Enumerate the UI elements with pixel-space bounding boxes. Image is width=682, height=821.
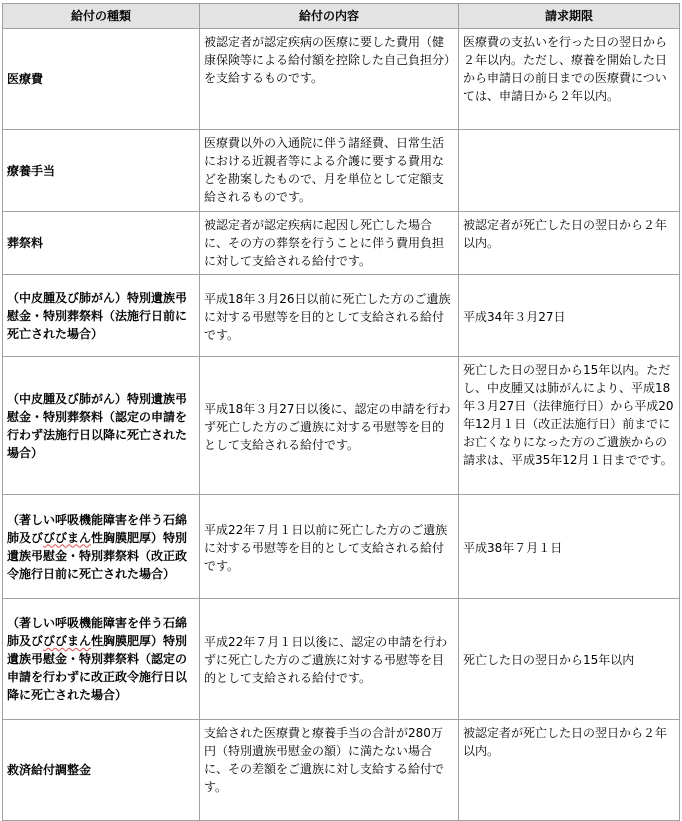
table-row — [3, 357, 680, 495]
table-row — [3, 212, 680, 275]
benefit-type-cell — [3, 599, 200, 720]
table-row — [3, 495, 680, 599]
table-row — [3, 275, 680, 357]
header-claim-deadline: 請求期限 — [459, 4, 680, 29]
benefit-content-cell: 被認定者が認定疾病の医療に要した費用（健康保険等による給付額を控除した自己負担分）を支給するものです。 — [200, 29, 459, 130]
benefit-content-cell: 平成22年７月１日以後に、認定の申請を行わずに死亡した方のご遺族に対する弔慰等を目的として支給される給付です。 — [200, 599, 459, 720]
type-text-part2: 性胸膜肥厚）特別遺族弔慰金・特別葬祭料（認定の申請を行わずに改正政令施行日以降に死亡された場合） — [7, 634, 188, 702]
table-row — [3, 599, 680, 720]
claim-deadline-cell: 死亡した日の翌日から15年以内。ただし、中皮腫又は肺がんにより、平成18年３月27日（法律施行日）から平成20年12月１日（改正法施行日）前までにお亡くなりになった方のご遺族からの請求は、平成35年12月１日までです。 — [459, 357, 680, 495]
benefit-type-cell: （中皮腫及び肺がん）特別遺族弔慰金・特別葬祭料（認定の申請を行わず法施行日以降に死亡された場合） — [3, 357, 200, 495]
header-benefit-content: 給付の内容 — [200, 4, 459, 29]
benefit-content-cell: 平成22年７月１日以前に死亡した方のご遺族に対する弔慰等を目的として支給される給付です。 — [200, 495, 459, 599]
benefit-type-cell: 救済給付調整金 — [3, 720, 200, 821]
claim-deadline-cell: 平成34年３月27日 — [459, 275, 680, 357]
table-row — [3, 720, 680, 821]
benefit-content-cell: 支給された医療費と療養手当の合計が280万円（特別遺族弔慰金の額）に満たない場合に、その差額をご遺族に対し支給する給付です。 — [200, 720, 459, 821]
claim-deadline-cell: 平成38年７月１日 — [459, 495, 680, 599]
benefit-type-cell: 葬祭料 — [3, 212, 200, 275]
type-text-part2: 性胸膜肥厚）特別遺族弔慰金・特別葬祭料（改正政令施行日前に死亡された場合） — [7, 530, 188, 581]
benefit-content-cell: 平成18年３月26日以前に死亡した方のご遺族に対する弔慰等を目的として支給される給付です。 — [200, 275, 459, 357]
type-text-part1: （著しい呼吸機能障害を伴う石綿肺及び — [7, 616, 188, 648]
benefit-content-cell: 被認定者が認定疾病に起因し死亡した場合に、その方の葬祭を行うことに伴う費用負担に対して支給される給付です。 — [200, 212, 459, 275]
spellcheck-underlined-text: びびまん — [43, 530, 92, 545]
table-row — [3, 29, 680, 130]
benefits-table — [2, 3, 680, 821]
type-text-part1: （著しい呼吸機能障害を伴う石綿肺及び — [7, 512, 188, 545]
benefit-type-cell: 医療費 — [3, 29, 200, 130]
header-benefit-type: 給付の種類 — [3, 4, 200, 29]
benefit-type-cell: 療養手当 — [3, 130, 200, 212]
claim-deadline-cell: 被認定者が死亡した日の翌日から２年以内。 — [459, 720, 680, 821]
claim-deadline-cell — [459, 130, 680, 212]
spellcheck-underlined-text: びびまん — [43, 634, 92, 648]
benefit-content-cell: 平成18年３月27日以後に、認定の申請を行わず死亡した方のご遺族に対する弔慰等を目的として支給される給付です。 — [200, 357, 459, 495]
benefit-type-cell: （中皮腫及び肺がん）特別遺族弔慰金・特別葬祭料（法施行日前に死亡された場合） — [3, 275, 200, 357]
claim-deadline-cell: 医療費の支払いを行った日の翌日から２年以内。ただし、療養を開始した日から申請日の前日までの医療費については、申請日から２年以内。 — [459, 29, 680, 130]
claim-deadline-cell: 被認定者が死亡した日の翌日から２年以内。 — [459, 212, 680, 275]
claim-deadline-cell: 死亡した日の翌日から15年以内 — [459, 599, 680, 720]
benefit-type-cell — [3, 495, 200, 599]
header-row — [3, 4, 680, 29]
benefit-content-cell: 医療費以外の入通院に伴う諸経費、日常生活における近親者等による介護に要する費用などを勘案したもので、月を単位として定額支給されるものです。 — [200, 130, 459, 212]
table-row — [3, 130, 680, 212]
